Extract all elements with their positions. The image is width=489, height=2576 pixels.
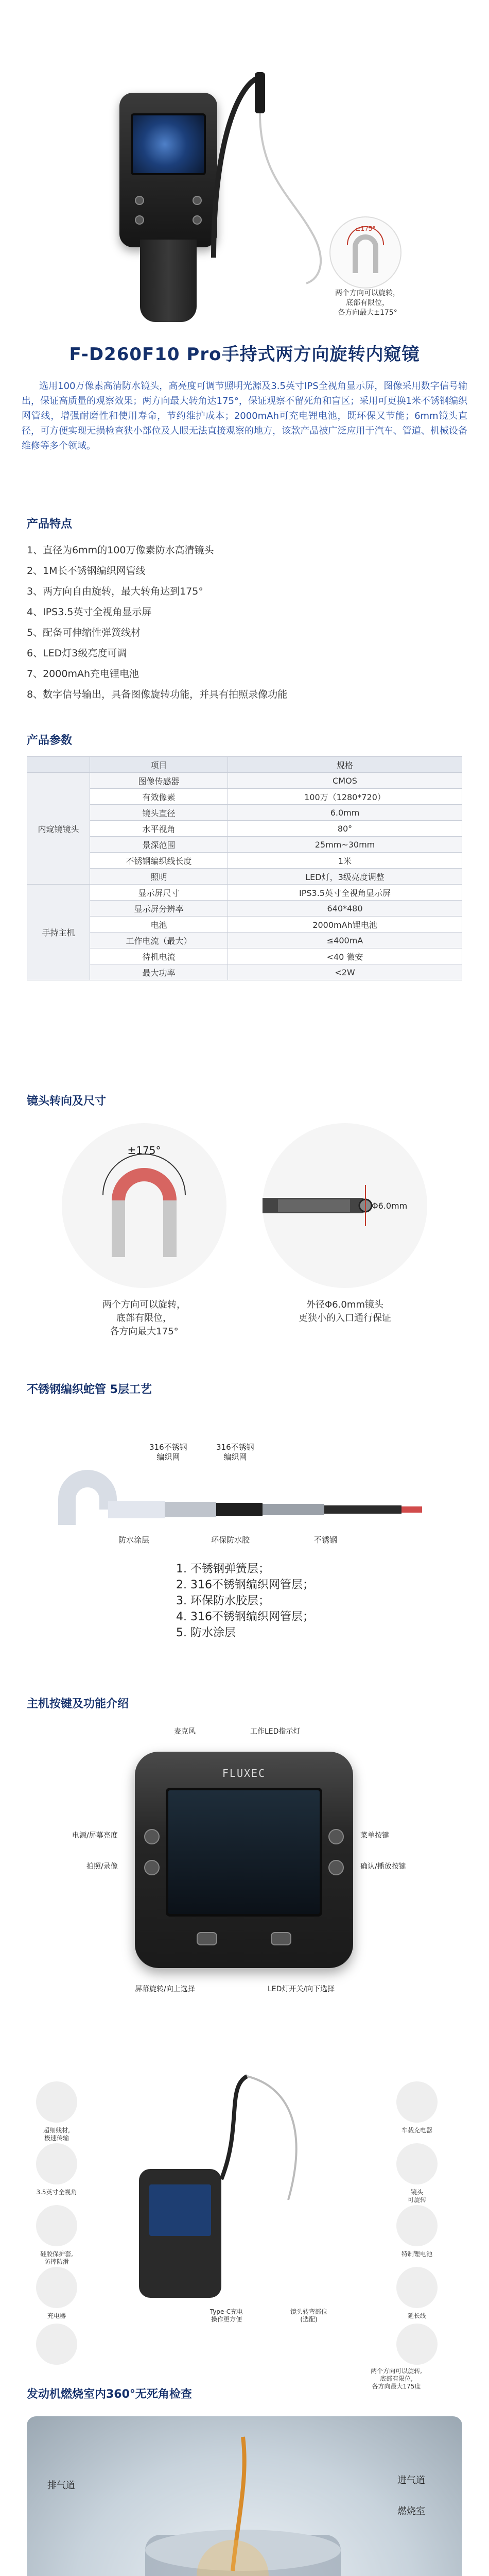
table-cell: 待机电流 [90,948,228,964]
hero-section [0,0,489,330]
table-row [27,837,462,853]
lens-diameter-label: Φ6.0mm [372,1201,408,1211]
table-cell: 电池 [90,917,228,933]
acc-label: Type-C充电 操作更方便 [209,2308,243,2323]
engine-title: 发动机燃烧室内360°无死角检查 [27,2388,192,2401]
rotation-angle-image [62,1123,226,1288]
ann-menu: 菜单按键 [360,1832,389,1840]
tube-layers-list [175,1561,314,1641]
table-cell: 图像传感器 [90,773,228,789]
ann-power: 电源/屏幕亮度 [72,1832,118,1840]
ann-rotate-up: 屏幕旋转/向上选择 [135,1985,195,1993]
acc-label: 镜头转弯部位 (选配) [290,2308,327,2323]
engine-section [0,2385,489,2576]
feature-item: 7、2000mAh充电锂电池 [27,668,139,680]
table-header-cell [27,757,90,773]
acc-label: 延长线 [407,2312,426,2319]
table-group-cell: 手持主机 [27,885,90,980]
table-cell: 景深范围 [90,837,228,853]
feature-item: 4、IPS3.5英寸全视角显示屏 [27,606,152,618]
acc-label: 两个方向可以旋转, 底部有限位, 各方向最大175度 [371,2367,422,2390]
tube-section [0,1381,489,1690]
acc-label: 硅胶保护套, 防摔防滑 [40,2250,73,2265]
table-row [27,773,462,789]
accessories-illustration [0,2066,489,2385]
lens-diameter-image [263,1123,427,1288]
feature-item: 5、配备可伸缩性弹簧线材 [27,627,141,638]
rotation-left-caption: 两个方向可以旋转， 底部有限位， 各方向最大175° [102,1299,186,1337]
tube-layer-item: 1. 不锈钢弹簧层； [190,1561,314,1577]
keys-section [0,1695,489,2066]
table-cell: 2000mAh锂电池 [228,917,462,933]
table-cell: 显示屏尺寸 [90,885,228,901]
device-front-screen [166,1788,322,1917]
device-front-image [135,1752,353,1968]
table-cell: 照明 [90,869,228,885]
tube-label-braid1: 316不锈钢 编织网 [149,1443,187,1462]
keys-title: 主机按键及功能介绍 [27,1698,129,1710]
acc-label: 车载充电器 [401,2127,432,2134]
table-row [27,917,462,933]
hero-angle-label: ±175° [355,225,376,232]
features-section [0,515,489,711]
table-cell: ≤400mA [228,933,462,948]
acc-label: 特制锂电池 [401,2250,432,2258]
table-row [27,869,462,885]
tube-title: 不锈钢编织蛇管 5层工艺 [27,1383,152,1396]
hero-tip-detail [329,216,401,289]
table-cell: <2W [228,964,462,980]
table-header-cell: 规格 [228,757,462,773]
engine-label-intake: 进气道 [397,2475,425,2486]
table-cell: 水平视角 [90,821,228,837]
tube-layer-item: 2. 316不锈钢编织网管层； [190,1577,314,1593]
acc-label: 镜头 可旋转 [407,2189,426,2204]
tube-label-tpu: 环保防水胶 [211,1535,250,1545]
params-title: 产品参数 [27,734,73,747]
table-group-cell: 内窥镜镜头 [27,773,90,885]
table-row [27,901,462,917]
table-row [27,853,462,869]
ann-microphone: 麦克风 [174,1727,196,1736]
hero-tip-caption: 两个方向可以旋转， 底部有限位， 各方向最大±175° [335,289,400,317]
engine-label-exhaust: 排气道 [47,2480,75,2491]
table-row [27,789,462,805]
table-row [27,964,462,980]
table-cell: CMOS [228,773,462,789]
rotation-right-caption: 外径Φ6.0mm镜头 更狭小的入口通行保证 [299,1299,391,1324]
tube-label-braid2: 316不锈钢 编织网 [216,1443,254,1462]
table-cell: 不锈钢编织线长度 [90,853,228,869]
acc-label: 3.5英寸全视角 [36,2189,77,2196]
tube-layer-item: 3. 环保防水胶层； [190,1593,314,1609]
acc-label: 超细线材, 极速传输 [43,2127,70,2142]
features-title: 产品特点 [27,518,73,531]
table-cell: 100万（1280*720） [228,789,462,805]
feature-item: 1、直径为6mm的100万像素防水高清镜头 [27,545,214,556]
rotation-angle-label: ±175° [127,1144,161,1157]
params-table [27,756,462,980]
table-row [27,805,462,821]
table-cell: <40 微安 [228,948,462,964]
rotation-title: 镜头转向及尺寸 [27,1095,107,1108]
table-row [27,948,462,964]
hero-cable-illustration [203,62,337,289]
product-title: F-D260F10 Pro手持式两方向旋转内窥镜 [69,344,420,365]
table-cell: 640*480 [228,901,462,917]
table-row [27,821,462,837]
tube-label-waterproof: 防水涂层 [118,1535,150,1545]
table-cell: 镜头直径 [90,805,228,821]
tube-layer-item: 4. 316不锈钢编织网管层； [190,1609,314,1625]
params-section [0,732,489,1092]
table-header-row [27,757,462,773]
product-title-section [0,340,489,371]
table-cell: 80° [228,821,462,837]
device-handle [140,240,197,322]
table-row [27,933,462,948]
table-cell: 25mm~30mm [228,837,462,853]
rotation-section [0,1092,489,1381]
feature-item: 8、数字信号输出，具备图像旋转功能，并具有拍照录像功能 [27,689,288,700]
device-screen [131,113,206,175]
ann-led-down: LED灯开关/向下选择 [268,1985,335,1993]
feature-item: 6、LED灯3级亮度可调 [27,648,127,659]
ann-capture: 拍照/录像 [86,1862,118,1871]
table-cell: 显示屏分辨率 [90,901,228,917]
table-cell: 最大功率 [90,964,228,980]
intro-section [0,379,489,477]
table-cell: 有效像素 [90,789,228,805]
features-list [27,540,287,705]
acc-label: 充电器 [47,2312,66,2319]
product-intro: 选用100万像素高清防水镜头，高亮度可调节照明光源及3.5英寸IPS全视角显示屏，图像采用数字信号输出，保证高质量的观察效果；两方向最大转角达175°，保证观察不留死角和盲区；采用可更换1米不锈钢编织网管线，增强耐磨性和使用寿命，节约维护成本；2000mAh可充电锂电池，既环保又节能；6mm镜头直径，可方便实现无损检查狭小部位及人眼无法直接观察的地方，该款产品被广泛应用于汽车、管道、机械设备维修等多个领域。 [22,381,467,451]
table-cell: IPS3.5英寸全视角显示屏 [228,885,462,901]
handheld-device-image [119,93,217,314]
feature-item: 3、两方向自由旋转，最大转角达到175° [27,586,203,597]
table-cell: 6.0mm [228,805,462,821]
table-cell: LED灯，3级亮度调整 [228,869,462,885]
engine-illustration [27,2416,462,2576]
engine-label-combustion: 燃烧室 [397,2506,425,2517]
device-brand: FLUXEC [222,1767,266,1780]
tube-label-spring: 不锈钢 [314,1535,338,1545]
table-header-cell: 项目 [90,757,228,773]
table-cell: 1米 [228,853,462,869]
ann-led-indicator: 工作LED指示灯 [250,1727,301,1736]
tube-layer-item: 5. 防水涂层 [190,1625,314,1641]
table-cell: 工作电流（最大） [90,933,228,948]
accessories-section [0,2066,489,2390]
feature-item: 2、1M长不锈钢编织网管线 [27,565,146,577]
ann-confirm: 确认/播放按键 [360,1862,406,1871]
table-row [27,885,462,901]
